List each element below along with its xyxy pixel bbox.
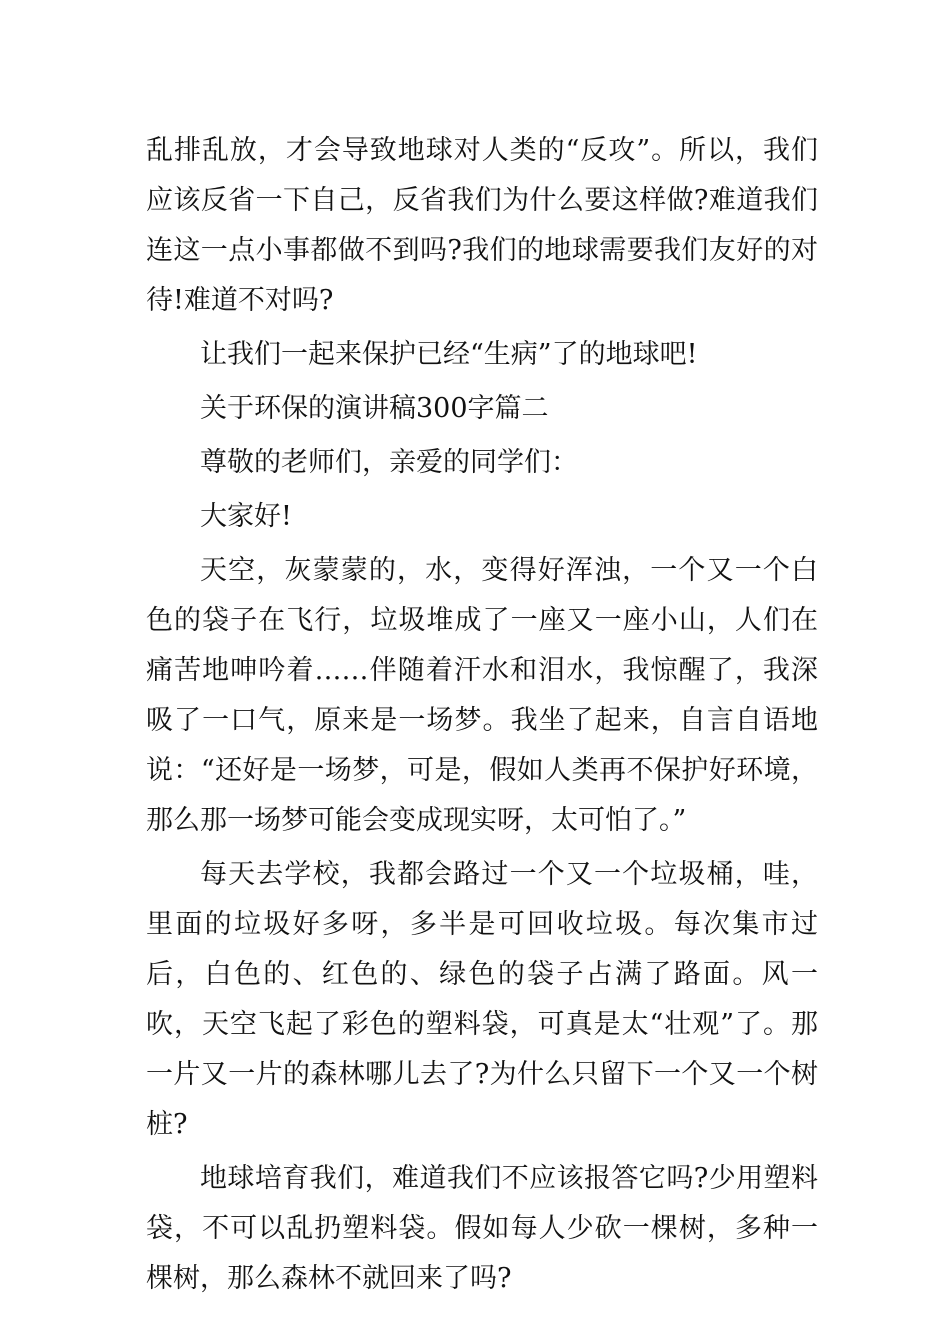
greeting: 大家好! xyxy=(200,501,292,532)
paragraph-1: 乱排乱放，才会导致地球对人类的“反攻”。所以，我们应该反省一下自己，反省我们为什么要这样做?难道我们连这一点小事都做不到吗?我们的地球需要我们友好的对待!难道不对吗? xyxy=(146,135,818,316)
paragraph-school: 每天去学校，我都会路过一个又一个垃圾桶，哇，里面的垃圾好多呀，多半是可回收垃圾。每次集市过后，白色的、红色的、绿色的袋子占满了路面。风一吹，天空飞起了彩色的塑料袋，可真是太“壮观”了。那一片又一片的森林哪儿去了?为什么只留下一个又一个树桩? xyxy=(146,859,818,1140)
paragraph-2: 让我们一起来保护已经“生病”了的地球吧! xyxy=(200,339,698,370)
document-page xyxy=(146,126,818,1308)
section-heading: 关于环保的演讲稿300字篇二 xyxy=(200,393,549,424)
paragraph-earth: 地球培育我们，难道我们不应该报答它吗?少用塑料袋，不可以乱扔塑料袋。假如每人少砍一棵树，多种一棵树，那么森林不就回来了吗? xyxy=(146,1163,818,1294)
paragraph-dream: 天空，灰蒙蒙的，水，变得好浑浊，一个又一个白色的袋子在飞行，垃圾堆成了一座又一座小山，人们在痛苦地呻吟着……伴随着汗水和泪水，我惊醒了，我深吸了一口气，原来是一场梦。我坐了起来，自言自语地说：“还好是一场梦，可是，假如人类再不保护好环境，那么那一场梦可能会变成现实呀，太可怕了。” xyxy=(146,555,818,836)
salutation: 尊敬的老师们，亲爱的同学们： xyxy=(200,447,578,478)
